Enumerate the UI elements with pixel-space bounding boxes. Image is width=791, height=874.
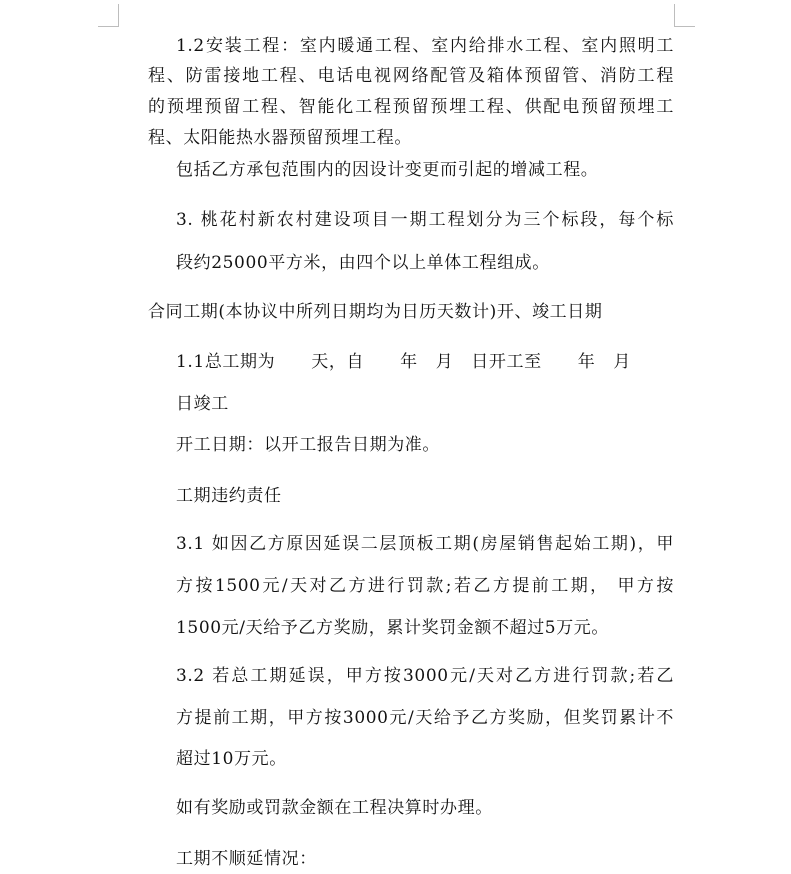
paragraph-line: 3.1 如因乙方原因延误二层顶板工期(房屋销售起始工期)，甲 <box>176 534 674 554</box>
paragraph-line: 3. 桃花村新农村建设项目一期工程划分为三个标段，每个标 <box>176 210 674 230</box>
paragraph-line: 1.2安装工程：室内暖通工程、室内给排水工程、室内照明工 <box>176 36 674 56</box>
section-heading: 工期违约责任 <box>176 486 282 506</box>
paragraph-line: 方按1500元/天对乙方进行罚款;若乙方提前工期， 甲方按 <box>176 576 674 596</box>
paragraph-line: 如有奖励或罚款金额在工程决算时办理。 <box>176 798 493 818</box>
paragraph-line: 包括乙方承包范围内的因设计变更而引起的增减工程。 <box>176 160 599 180</box>
paragraph-line: 程、太阳能热水器预留预埋工程。 <box>148 128 412 148</box>
page-corner-mark-right <box>674 4 695 27</box>
page-corner-mark-left <box>98 4 119 27</box>
section-heading: 工期不顺延情况： <box>176 849 317 869</box>
paragraph-line: 1500元/天给予乙方奖励，累计奖罚金额不超过5万元。 <box>176 618 610 638</box>
paragraph-line: 段约25000平方米，由四个以上单体工程组成。 <box>176 253 550 273</box>
paragraph-line: 3.2 若总工期延误，甲方按3000元/天对乙方进行罚款;若乙 <box>176 666 674 686</box>
paragraph-line: 1.1总工期为 天，自 年 月 日开工至 年 月 <box>176 352 631 372</box>
paragraph-line: 超过10万元。 <box>176 749 287 769</box>
paragraph-line: 的预埋预留工程、智能化工程预留预埋工程、供配电预留预埋工 <box>148 97 674 117</box>
paragraph-line: 方提前工期，甲方按3000元/天给予乙方奖励，但奖罚累计不 <box>176 708 674 728</box>
paragraph-line: 程、防雷接地工程、电话电视网络配管及箱体预留管、消防工程 <box>148 66 674 86</box>
paragraph-line: 日竣工 <box>176 394 229 414</box>
section-heading: 合同工期(本协议中所列日期均为日历天数计)开、竣工日期 <box>148 302 603 322</box>
paragraph-line: 开工日期：以开工报告日期为准。 <box>176 435 440 455</box>
